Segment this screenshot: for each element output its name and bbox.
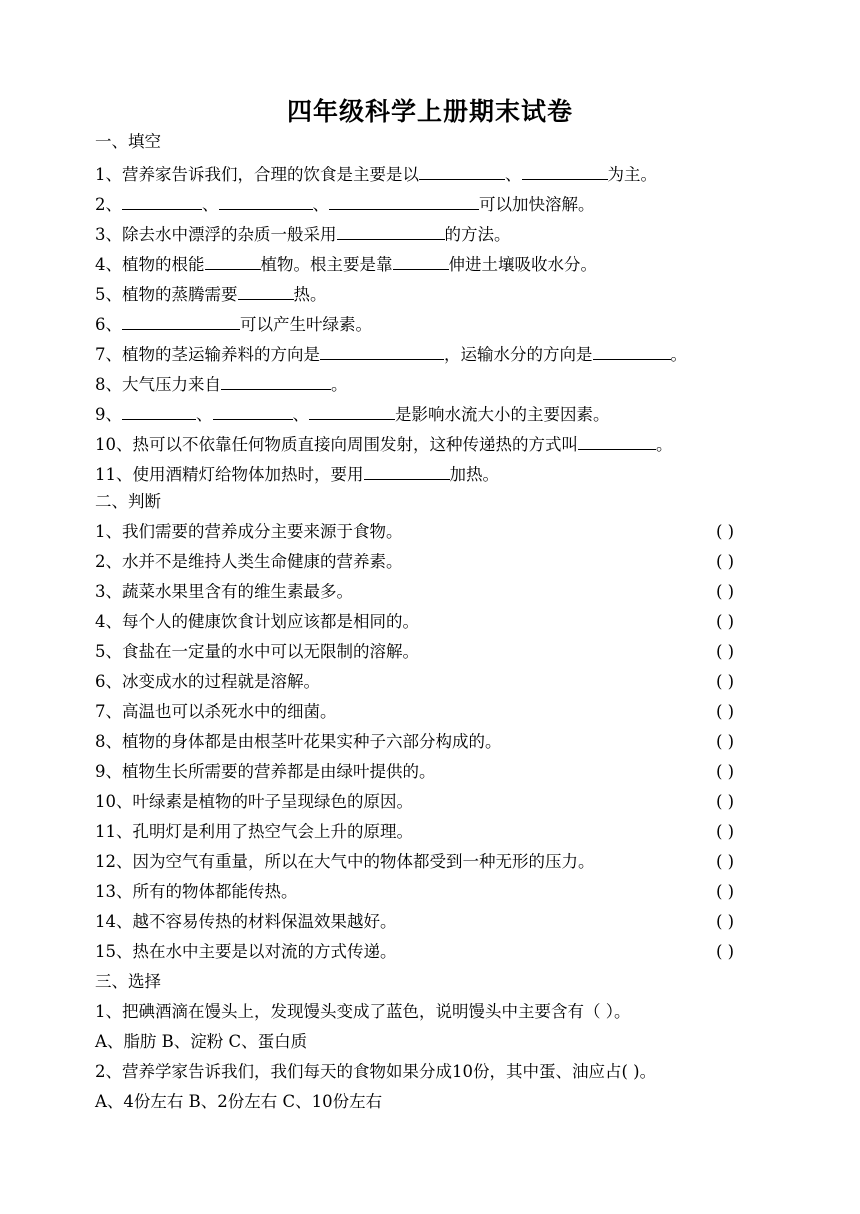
answer-parentheses[interactable]: ( ) (716, 852, 735, 871)
question-text: 10、热可以不依靠任何物质直接向周围发射，这种传递热的方式叫 (95, 435, 578, 454)
answer-blank[interactable] (522, 161, 608, 180)
answer-parentheses[interactable]: ( ) (716, 882, 735, 901)
question-text: 加热。 (449, 465, 499, 484)
judge-question: 9、植物生长所需要的营养都是由绿叶提供的。 (95, 762, 436, 781)
answer-parentheses[interactable]: ( ) (716, 672, 735, 691)
question-text: 6、 (95, 315, 122, 334)
question-text: 11、使用酒精灯给物体加热时，要用 (95, 465, 364, 484)
answer-parentheses[interactable]: ( ) (716, 942, 735, 961)
answer-blank[interactable] (393, 251, 449, 270)
question-text: 可以加快溶解。 (479, 195, 595, 214)
question-text: 热。 (293, 285, 327, 304)
fill-question-4 (95, 251, 597, 276)
answer-parentheses[interactable]: ( ) (716, 612, 735, 631)
question-text: 可以产生叶绿素。 (240, 315, 372, 334)
answer-blank[interactable] (205, 251, 261, 270)
answer-parentheses[interactable]: ( ) (716, 522, 735, 541)
answer-parentheses[interactable]: ( ) (716, 762, 735, 781)
answer-parentheses[interactable]: ( ) (716, 732, 735, 751)
question-text: 8、大气压力来自 (95, 375, 221, 394)
judge-question: 13、所有的物体都能传热。 (95, 882, 298, 901)
judge-question: 14、越不容易传热的材料保温效果越好。 (95, 912, 397, 931)
judge-question: 15、热在水中主要是以对流的方式传递。 (95, 942, 397, 961)
exam-title: 四年级科学上册期末试卷 (286, 97, 573, 126)
answer-parentheses[interactable]: ( ) (716, 822, 735, 841)
answer-parentheses[interactable]: ( ) (716, 552, 735, 571)
answer-blank[interactable] (122, 311, 240, 330)
question-text: 的方法。 (444, 225, 511, 244)
question-text: 为主。 (607, 165, 657, 184)
answer-blank[interactable] (419, 161, 505, 180)
question-text: 2、 (95, 195, 122, 214)
answer-blank[interactable] (219, 191, 313, 210)
answer-blank[interactable] (221, 371, 331, 390)
section-heading-fill: 一、填空 (95, 132, 161, 151)
fill-question-1 (95, 161, 657, 186)
question-text: 1、营养家告诉我们，合理的饮食是主要是以 (95, 165, 419, 184)
answer-blank[interactable] (337, 221, 445, 240)
choice-options-1[interactable]: A、脂肪 B、淀粉 C、蛋白质 (95, 1032, 308, 1051)
judge-question: 8、植物的身体都是由根茎叶花果实种子六部分构成的。 (95, 732, 502, 751)
question-text: 、 (292, 405, 309, 424)
judge-question: 5、食盐在一定量的水中可以无限制的溶解。 (95, 642, 419, 661)
judge-question: 12、因为空气有重量，所以在大气中的物体都受到一种无形的压力。 (95, 852, 595, 871)
choice-question-1: 1、把碘酒滴在馒头上，发现馒头变成了蓝色，说明馒头中主要含有（ ）。 (95, 1002, 631, 1021)
fill-question-9 (95, 401, 610, 426)
answer-blank[interactable] (238, 281, 294, 300)
fill-question-10 (95, 431, 673, 456)
answer-blank[interactable] (329, 191, 479, 210)
question-text: 。 (670, 345, 687, 364)
fill-question-8 (95, 371, 348, 396)
judge-question: 11、孔明灯是利用了热空气会上升的原理。 (95, 822, 413, 841)
answer-blank[interactable] (364, 461, 450, 480)
judge-question: 4、每个人的健康饮食计划应该都是相同的。 (95, 612, 419, 631)
question-text: 5、植物的蒸腾需要 (95, 285, 238, 304)
question-text: 3、除去水中漂浮的杂质一般采用 (95, 225, 337, 244)
answer-blank[interactable] (122, 401, 196, 420)
fill-question-6 (95, 311, 372, 336)
judge-question: 10、叶绿素是植物的叶子呈现绿色的原因。 (95, 792, 413, 811)
judge-question: 6、冰变成水的过程就是溶解。 (95, 672, 320, 691)
question-text: ，运输水分的方向是 (444, 345, 593, 364)
answer-parentheses[interactable]: ( ) (716, 642, 735, 661)
answer-parentheses[interactable]: ( ) (716, 912, 735, 931)
answer-parentheses[interactable]: ( ) (716, 792, 735, 811)
answer-blank[interactable] (309, 401, 395, 420)
question-text: 9、 (95, 405, 122, 424)
answer-parentheses[interactable]: ( ) (716, 582, 735, 601)
question-text: 。 (656, 435, 673, 454)
fill-question-11 (95, 461, 499, 486)
answer-blank[interactable] (122, 191, 202, 210)
fill-question-7 (95, 341, 687, 366)
fill-question-5 (95, 281, 327, 306)
question-text: 植物。根主要是靠 (260, 255, 393, 274)
question-text: 、 (196, 405, 213, 424)
section-heading-judge: 二、判断 (95, 492, 161, 511)
answer-blank[interactable] (578, 431, 656, 450)
question-text: 伸进土壤吸收水分。 (448, 255, 597, 274)
judge-question: 7、高温也可以杀死水中的细菌。 (95, 702, 337, 721)
fill-question-3 (95, 221, 511, 246)
question-text: 。 (331, 375, 348, 394)
judge-question: 2、水并不是维持人类生命健康的营养素。 (95, 552, 403, 571)
question-text: 7、植物的茎运输养料的方向是 (95, 345, 320, 364)
question-text: 、 (312, 195, 329, 214)
answer-blank[interactable] (593, 341, 671, 360)
question-text: 4、植物的根能 (95, 255, 205, 274)
judge-question: 3、蔬菜水果里含有的维生素最多。 (95, 582, 353, 601)
fill-question-2 (95, 191, 595, 216)
judge-question: 1、我们需要的营养成分主要来源于食物。 (95, 522, 403, 541)
answer-blank[interactable] (320, 341, 444, 360)
question-text: 、 (202, 195, 219, 214)
answer-parentheses[interactable]: ( ) (716, 702, 735, 721)
question-text: 、 (505, 165, 522, 184)
question-text: 是影响水流大小的主要因素。 (395, 405, 610, 424)
choice-question-2: 2、营养学家告诉我们，我们每天的食物如果分成10份，其中蛋、油应占( )。 (95, 1062, 657, 1081)
choice-options-2[interactable]: A、4份左右 B、2份左右 C、10份左右 (95, 1092, 383, 1111)
section-heading-choice: 三、选择 (95, 972, 161, 991)
answer-blank[interactable] (213, 401, 293, 420)
